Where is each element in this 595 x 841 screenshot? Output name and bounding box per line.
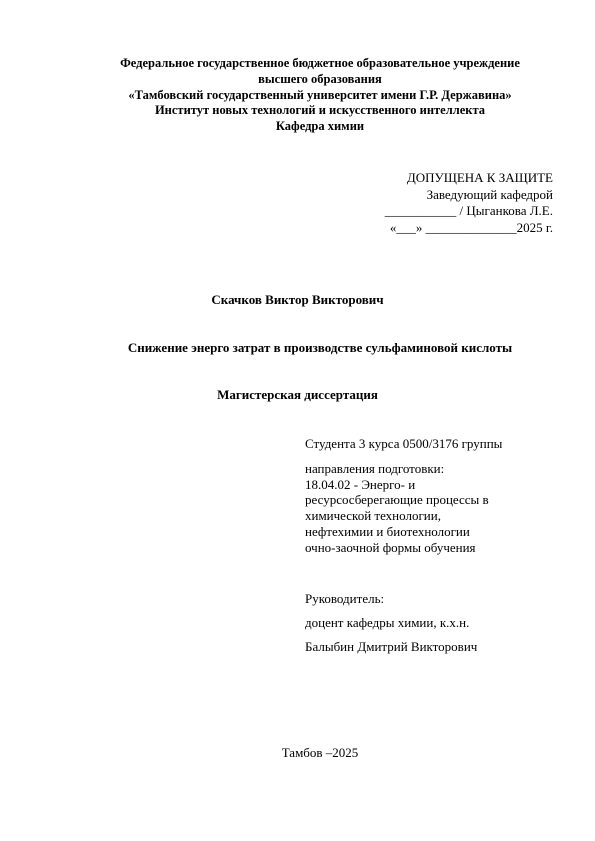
document-type: Магистерская диссертация — [217, 387, 378, 402]
supervisor-position — [305, 615, 565, 631]
study-direction-line: направления подготовки: — [305, 461, 445, 476]
study-direction — [305, 461, 565, 555]
student-course — [305, 436, 565, 452]
approval-title: ДОПУЩЕНА К ЗАЩИТЕ — [406, 170, 553, 185]
department-name: Кафедра химии — [275, 119, 365, 134]
author-name: Скачков Виктор Викторович — [211, 292, 384, 307]
institution-line-1: Федеральное государственное бюджетное образовательное учреждение — [120, 56, 520, 70]
approval-signature-line: ___________ / Цыганкова Л.Е. — [384, 203, 553, 218]
supervisor-label — [305, 591, 565, 607]
thesis-title: Снижение энерго затрат в производстве сульфаминовой кислоты — [127, 340, 513, 355]
institution-header — [60, 56, 580, 135]
supervisor-label-text: Руководитель: — [305, 591, 385, 606]
supervisor-position-text: доцент кафедры химии, к.х.н. — [305, 615, 470, 630]
student-course-line: Студента 3 курса 0500/3176 группы — [305, 436, 503, 451]
approval-date-line: «___» ______________2025 г. — [389, 219, 553, 235]
study-direction-line: нефтехимии и биотехнологии — [305, 523, 470, 539]
approval-position: Заведующий кафедрой — [426, 186, 553, 202]
study-direction-line: очно-заочной формы обучения — [305, 539, 476, 555]
study-direction-line: ресурсосберегающие процессы в — [305, 492, 489, 508]
approval-block — [385, 170, 553, 236]
city-year: Тамбов –2025 — [281, 745, 359, 760]
supervisor-name-text: Балыбин Дмитрий Викторович — [305, 639, 478, 654]
study-direction-line: химической технологии, — [305, 508, 441, 524]
institution-line-2: высшего образования — [258, 71, 382, 86]
supervisor-name — [305, 639, 565, 655]
university-name: «Тамбовский государственный университет имени Г.Р. Державина» — [128, 87, 512, 102]
study-direction-line: 18.04.02 - Энерго- и — [305, 476, 416, 492]
institute-name: Институт новых технологий и искусственного интеллекта — [154, 103, 486, 118]
